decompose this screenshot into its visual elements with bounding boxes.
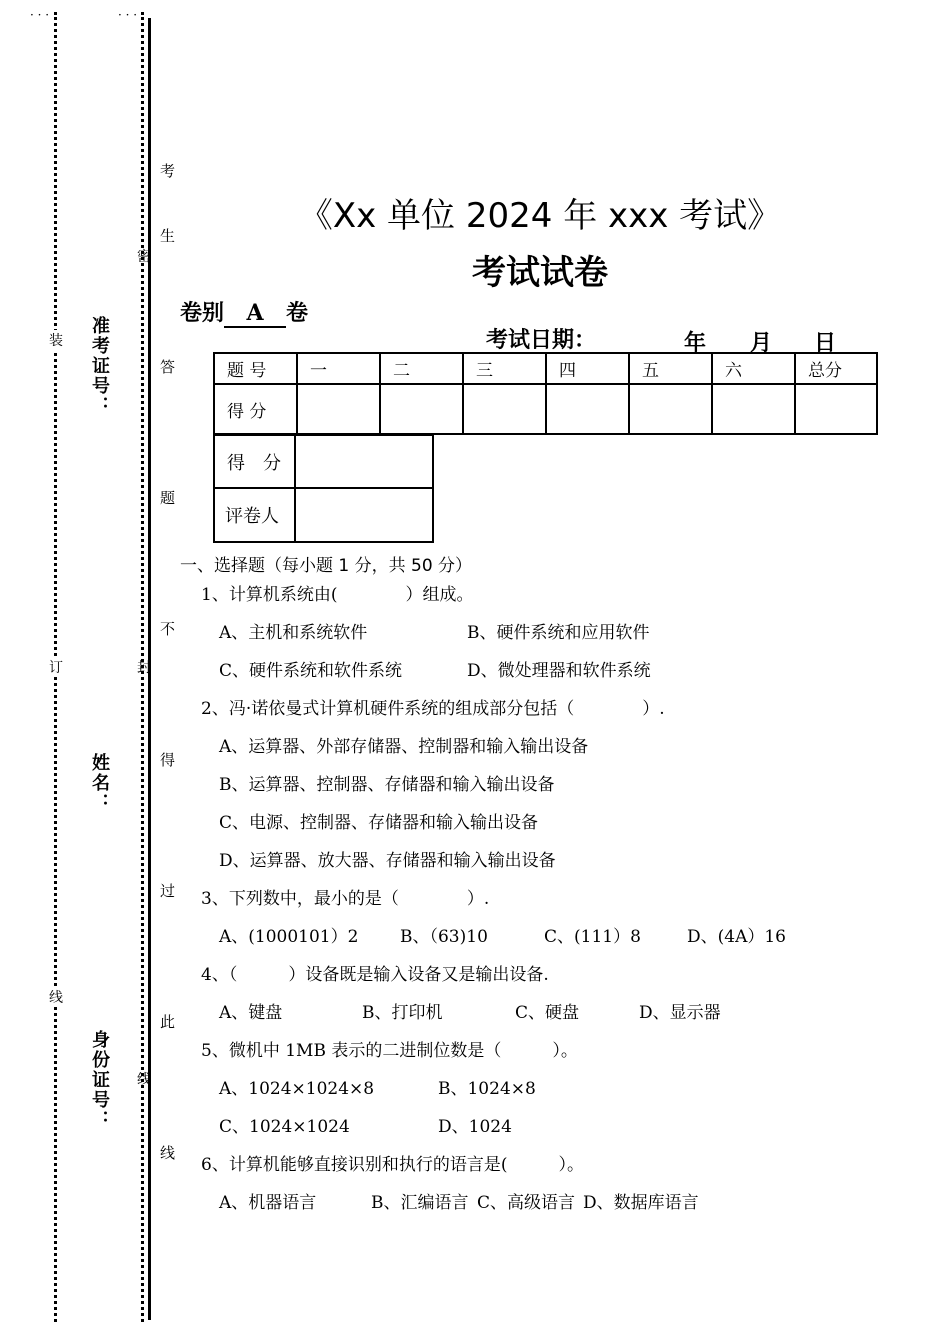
notice-char: 题 — [160, 489, 176, 507]
score-header-cell: 四 — [546, 353, 629, 384]
score-table-score-row — [214, 384, 877, 434]
grader-score-cell[interactable] — [295, 435, 433, 488]
option-1d: D、微处理器和软件系统 — [467, 661, 651, 681]
paper-type-label: 卷别 — [180, 301, 225, 326]
year-label: 年 — [684, 331, 707, 356]
grader-label: 评卷人 — [214, 488, 295, 542]
zhuang-char: 装 — [49, 330, 63, 350]
option-2c: C、电源、控制器、存储器和输入输出设备 — [219, 813, 539, 833]
score-cell[interactable] — [795, 384, 877, 434]
grader-name-cell[interactable] — [295, 488, 433, 542]
id-number-label: 身份证号： — [86, 1030, 112, 1130]
exam-date-blank — [596, 326, 837, 356]
option-5c: C、1024×1024 — [219, 1117, 350, 1137]
notice-char: 过 — [160, 882, 176, 900]
xian-char: 线 — [49, 987, 63, 1007]
score-header-cell: 题 号 — [214, 353, 297, 384]
score-header-cell: 三 — [463, 353, 546, 384]
option-5d: D、1024 — [438, 1117, 512, 1137]
option-3d: D、(4A）16 — [687, 927, 786, 947]
notice-char: 线 — [160, 1144, 176, 1162]
exam-title: 《Xx 单位 2024 年 xxx 考试》 — [298, 196, 782, 236]
option-2a: A、运算器、外部存储器、控制器和输入输出设备 — [219, 737, 589, 757]
option-6b: B、汇编语言 — [371, 1193, 469, 1213]
score-cell[interactable] — [297, 384, 380, 434]
seal-char-xian: 线 — [137, 1072, 151, 1088]
score-table — [213, 352, 878, 435]
option-4c: C、硬盘 — [515, 1003, 580, 1023]
score-cell[interactable] — [712, 384, 795, 434]
top-dots-left: · · · — [30, 8, 50, 22]
notice-char: 考 — [160, 162, 176, 180]
notice-char: 此 — [160, 1013, 176, 1031]
month-label: 月 — [750, 331, 773, 356]
binding-margin — [0, 0, 152, 1342]
paper-type-suffix: 卷 — [286, 301, 309, 326]
exam-date-label: 考试日期： — [486, 328, 597, 353]
question-5: 5、微机中 1MB 表示的二进制位数是（ ）。 — [201, 1041, 578, 1061]
seal-char-feng: 封 — [137, 660, 151, 676]
name-label: 姓名： — [86, 753, 112, 813]
grader-table — [213, 434, 434, 543]
score-header-cell: 一 — [297, 353, 380, 384]
option-6a: A、机器语言 — [219, 1193, 317, 1213]
score-cell[interactable] — [463, 384, 546, 434]
exam-subtitle: 考试试卷 — [472, 253, 608, 293]
option-1b: B、硬件系统和应用软件 — [467, 623, 650, 643]
question-2: 2、冯·诺依曼式计算机硬件系统的组成部分包括（ ）. — [201, 699, 665, 719]
question-1: 1、计算机系统由( ）组成。 — [201, 585, 474, 605]
seal-char-mi: 密 — [137, 249, 151, 265]
notice-char: 答 — [160, 358, 176, 376]
option-6c: C、高级语言 — [477, 1193, 576, 1213]
score-cell[interactable] — [546, 384, 629, 434]
score-header-cell: 二 — [380, 353, 463, 384]
option-4d: D、显示器 — [639, 1003, 721, 1023]
score-cell[interactable] — [380, 384, 463, 434]
section-heading: 一、选择题（每小题 1 分，共 50 分） — [180, 556, 473, 576]
option-1a: A、主机和系统软件 — [219, 623, 368, 643]
score-header-cell: 六 — [712, 353, 795, 384]
paper-type — [180, 296, 308, 328]
score-row-label: 得 分 — [214, 384, 297, 434]
option-2b: B、运算器、控制器、存储器和输入输出设备 — [219, 775, 555, 795]
top-dots-right: · · · — [118, 8, 138, 22]
option-1c: C、硬件系统和软件系统 — [219, 661, 403, 681]
score-header-cell: 五 — [629, 353, 712, 384]
score-table-header-row — [214, 353, 877, 384]
exam-number-label: 准考证号： — [86, 316, 112, 416]
paper-type-value: A — [224, 300, 286, 328]
score-cell[interactable] — [629, 384, 712, 434]
exam-date — [486, 323, 837, 356]
option-4b: B、打印机 — [362, 1003, 443, 1023]
option-5b: B、1024×8 — [438, 1079, 536, 1099]
notice-char: 不 — [160, 620, 176, 638]
grader-score-label: 得 分 — [214, 435, 295, 488]
notice-char: 生 — [160, 227, 176, 245]
grader-table-grader-row — [214, 488, 433, 542]
option-2d: D、运算器、放大器、存储器和输入输出设备 — [219, 851, 556, 871]
option-5a: A、1024×1024×8 — [219, 1079, 375, 1099]
question-6: 6、计算机能够直接识别和执行的语言是( ）。 — [201, 1155, 584, 1175]
option-3a: A、(1000101）2 — [219, 927, 359, 947]
question-3: 3、下列数中，最小的是（ ）. — [201, 889, 490, 909]
option-3c: C、(111）8 — [544, 927, 641, 947]
score-header-cell: 总分 — [795, 353, 877, 384]
question-4: 4、（ ）设备既是输入设备又是输出设备. — [201, 965, 549, 985]
ding-char: 订 — [49, 657, 63, 677]
day-label: 日 — [814, 331, 837, 356]
option-3b: B、（63)10 — [400, 927, 488, 947]
grader-table-score-row — [214, 435, 433, 488]
option-4a: A、键盘 — [219, 1003, 283, 1023]
notice-char: 得 — [160, 751, 176, 769]
option-6d: D、数据库语言 — [583, 1193, 699, 1213]
